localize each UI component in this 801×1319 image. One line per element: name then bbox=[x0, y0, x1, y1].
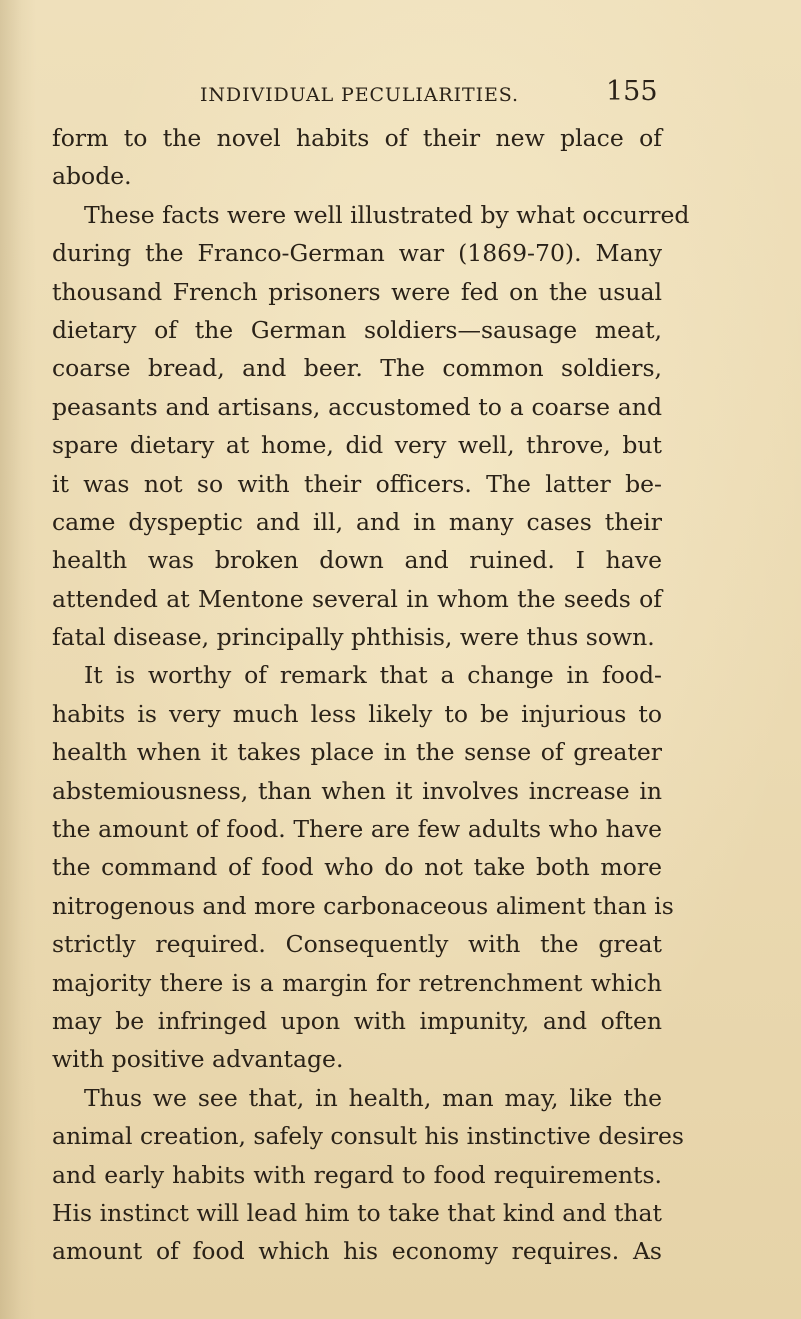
text-line: spare dietary at home, did very well, throve, but bbox=[52, 431, 662, 460]
text-line: came dyspeptic and ill, and in many cases their bbox=[52, 507, 662, 536]
text-line: may be infringed upon with impunity, and often bbox=[52, 1006, 662, 1035]
body-text bbox=[52, 119, 690, 1271]
text-line: strictly required. Consequently with the great bbox=[52, 930, 662, 959]
text-line: abstemiousness, than when it involves increase in bbox=[52, 776, 662, 805]
text-line: it was not so with their officers. The latter be- bbox=[52, 469, 662, 498]
text-line: Thus we see that, in health, man may, like the bbox=[84, 1083, 662, 1112]
text-line: habits is very much less likely to be injurious to bbox=[52, 699, 662, 728]
text-line: during the Franco-German war (1869-70). Many bbox=[52, 239, 662, 268]
text-line: These facts were well illustrated by what occurred bbox=[84, 200, 690, 229]
text-line: dietary of the German soldiers—sausage meat, bbox=[52, 315, 662, 344]
text-line: animal creation, safely consult his instinctive desires bbox=[52, 1122, 684, 1151]
text-line: the amount of food. There are few adults who have bbox=[52, 815, 662, 844]
text-line: majority there is a margin for retrenchment which bbox=[52, 968, 662, 997]
text-line: peasants and artisans, accustomed to a coarse and bbox=[52, 392, 662, 421]
text-line: amount of food which his economy requires. As bbox=[52, 1237, 662, 1266]
text-line: health when it takes place in the sense of greater bbox=[52, 738, 662, 767]
text-line: with positive advantage. bbox=[52, 1045, 344, 1074]
text-line: thousand French prisoners were fed on the usual bbox=[52, 277, 662, 306]
text-line: and early habits with regard to food requirements. bbox=[52, 1160, 662, 1189]
text-line: abode. bbox=[52, 162, 132, 191]
text-line: attended at Mentone several in whom the seeds of bbox=[52, 584, 662, 613]
running-title: INDIVIDUAL PECULIARITIES. bbox=[200, 84, 519, 106]
text-line: nitrogenous and more carbonaceous aliment than is bbox=[52, 891, 674, 920]
page-number: 155 bbox=[606, 76, 658, 107]
text-line: coarse bread, and beer. The common soldiers, bbox=[52, 354, 662, 383]
text-line: the command of food who do not take both more bbox=[52, 853, 662, 882]
text-line: fatal disease, principally phthisis, were thus sown. bbox=[52, 623, 655, 652]
running-head bbox=[0, 76, 801, 110]
text-line: It is worthy of remark that a change in food- bbox=[84, 661, 662, 690]
text-line: health was broken down and ruined. I have bbox=[52, 546, 662, 575]
text-line: His instinct will lead him to take that kind and that bbox=[52, 1198, 662, 1227]
text-line: form to the novel habits of their new place of bbox=[52, 124, 662, 152]
